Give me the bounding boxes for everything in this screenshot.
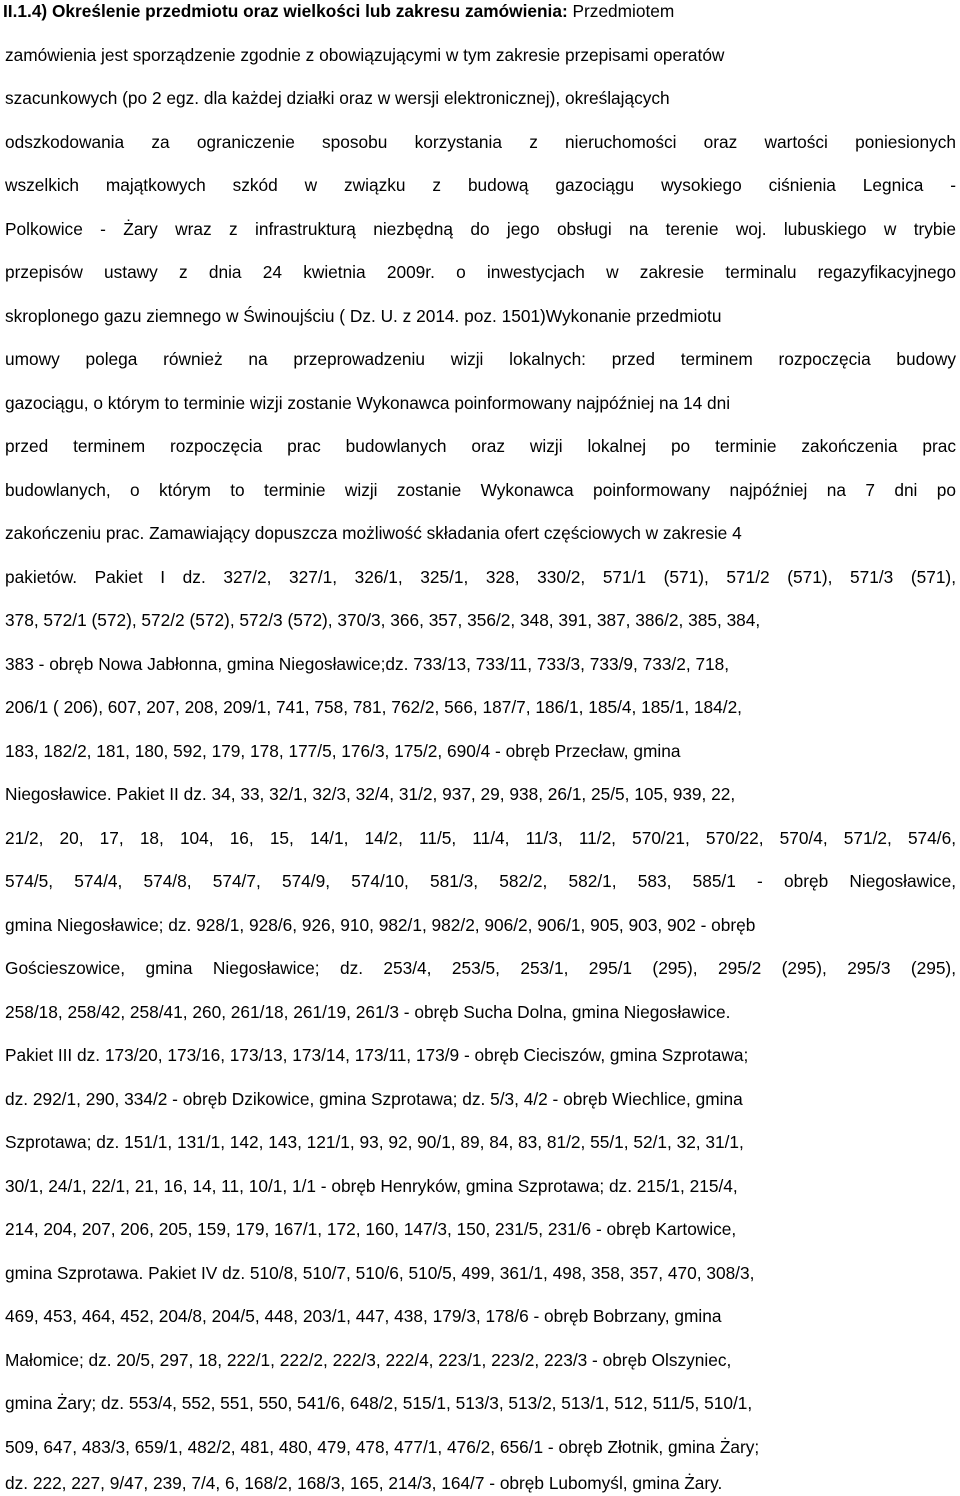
section-heading: II.1.4) Określenie przedmiotu oraz wielkości lub zakresu zamówienia:: [3, 1, 568, 21]
body-line: 574/5, 574/4, 574/8, 574/7, 574/9, 574/10, 581/3, 582/2, 582/1, 583, 585/1 - obręb Niegosławice,: [5, 871, 956, 891]
body-line: zakończeniu prac. Zamawiający dopuszcza możliwość składania ofert częściowych w zakresie 4: [5, 523, 742, 543]
body-line: 378, 572/1 (572), 572/2 (572), 572/3 (572), 370/3, 366, 357, 356/2, 348, 391, 387, 386/2, 385, 384,: [5, 610, 761, 630]
body-line: Polkowice - Żary wraz z infrastrukturą niezbędną do jego obsługi na terenie woj. lubuskiego w trybie: [5, 218, 956, 239]
body-line: gmina Żary; dz. 553/4, 552, 551, 550, 541/6, 648/2, 515/1, 513/3, 513/2, 513/1, 512, 511/5, 510/1,: [5, 1393, 753, 1413]
section-heading-continuation: Przedmiotem: [567, 1, 675, 21]
body-line: budowlanych, o którym to terminie wizji zostanie Wykonawca poinformowany najpóźniej na 7 dni po: [5, 479, 956, 500]
body-line: 206/1 ( 206), 607, 207, 208, 209/1, 741, 758, 781, 762/2, 566, 187/7, 186/1, 185/4, 185/1, 184/2,: [5, 697, 742, 717]
body-line: Niegosławice. Pakiet II dz. 34, 33, 32/1, 32/3, 32/4, 31/2, 937, 29, 938, 26/1, 25/5, 105, 939, 22,: [5, 784, 736, 804]
body-line: przed terminem rozpoczęcia prac budowlanych oraz wizji lokalnej po terminie zakończenia prac: [5, 436, 956, 456]
body-line: 21/2, 20, 17, 18, 104, 16, 15, 14/1, 14/2, 11/5, 11/4, 11/3, 11/2, 570/21, 570/22, 570/4, 571/2, 574/6,: [5, 827, 956, 848]
body-line: dz. 292/1, 290, 334/2 - obręb Dzikowice, gmina Szprotawa; dz. 5/3, 4/2 - obręb Wiechlice, gmina: [5, 1088, 743, 1109]
body-line: 383 - obręb Nowa Jabłonna, gmina Niegosławice;dz. 733/13, 733/11, 733/3, 733/9, 733/2, 718,: [5, 653, 730, 674]
body-line: 509, 647, 483/3, 659/1, 482/2, 481, 480, 479, 478, 477/1, 476/2, 656/1 - obręb Złotnik, gmina Żary;: [5, 1436, 760, 1457]
body-line: Małomice; dz. 20/5, 297, 18, 222/1, 222/2, 222/3, 222/4, 223/1, 223/2, 223/3 - obręb Olszyniec,: [5, 1349, 732, 1370]
body-line: wszelkich majątkowych szkód w związku z budową gazociągu wysokiego ciśnienia Legnica -: [5, 175, 956, 195]
body-line: 30/1, 24/1, 22/1, 21, 16, 14, 11, 10/1, 1/1 - obręb Henryków, gmina Szprotawa; dz. 215/1, 215/4,: [5, 1175, 738, 1196]
body-line: dz. 222, 227, 9/47, 239, 7/4, 6, 168/2, 168/3, 165, 214/3, 164/7 - obręb Lubomyśl, gmina Żary.: [5, 1473, 723, 1493]
body-line: zamówienia jest sporządzenie zgodnie z obowiązującymi w tym zakresie przepisami operatów: [5, 44, 725, 65]
body-line: przepisów ustawy z dnia 24 kwietnia 2009r. o inwestycjach w zakresie terminalu regazyfikacyjnego: [5, 262, 956, 282]
section-heading-line: [3, 0, 674, 22]
body-line: Gościeszowice, gmina Niegosławice; dz. 253/4, 253/5, 253/1, 295/1 (295), 295/2 (295), 295/3 (295),: [5, 958, 956, 978]
body-line: Pakiet III dz. 173/20, 173/16, 173/13, 173/14, 173/11, 173/9 - obręb Cieciszów, gmina Szprotawa;: [5, 1045, 749, 1065]
body-line: gazociągu, o którym to terminie wizji zostanie Wykonawca poinformowany najpóźniej na 14 dni: [5, 392, 731, 413]
body-line: Szprotawa; dz. 151/1, 131/1, 142, 143, 121/1, 93, 92, 90/1, 89, 84, 83, 81/2, 55/1, 52/1, 32, 31/1,: [5, 1132, 744, 1152]
body-line: 183, 182/2, 181, 180, 592, 179, 178, 177/5, 176/3, 175/2, 690/4 - obręb Przecław, gmina: [5, 740, 681, 761]
body-line: skroplonego gazu ziemnego w Świnoujściu ( Dz. U. z 2014. poz. 1501)Wykonanie przedmiotu: [5, 305, 722, 326]
body-line: 258/18, 258/42, 258/41, 260, 261/18, 261/19, 261/3 - obręb Sucha Dolna, gmina Niegosławice.: [5, 1001, 731, 1022]
body-line: 469, 453, 464, 452, 204/8, 204/5, 448, 203/1, 447, 438, 179/3, 178/6 - obręb Bobrzany, gmina: [5, 1306, 722, 1326]
body-line: gmina Niegosławice; dz. 928/1, 928/6, 926, 910, 982/1, 982/2, 906/2, 906/1, 905, 903, 902 - obręb: [5, 914, 756, 935]
body-line: 214, 204, 207, 206, 205, 159, 179, 167/1, 172, 160, 147/3, 150, 231/5, 231/6 - obręb Kartowice,: [5, 1219, 737, 1239]
body-line: odszkodowania za ograniczenie sposobu korzystania z nieruchomości oraz wartości poniesionych: [5, 131, 956, 152]
body-line: gmina Szprotawa. Pakiet IV dz. 510/8, 510/7, 510/6, 510/5, 499, 361/1, 498, 358, 357, 470, 308/3,: [5, 1262, 755, 1283]
body-line: umowy polega również na przeprowadzeniu wizji lokalnych: przed terminem rozpoczęcia budowy: [5, 349, 956, 369]
body-line: pakietów. Pakiet I dz. 327/2, 327/1, 326/1, 325/1, 328, 330/2, 571/1 (571), 571/2 (571), 571/3 (571),: [5, 566, 956, 587]
body-line: szacunkowych (po 2 egz. dla każdej działki oraz w wersji elektronicznej), określających: [5, 88, 670, 108]
